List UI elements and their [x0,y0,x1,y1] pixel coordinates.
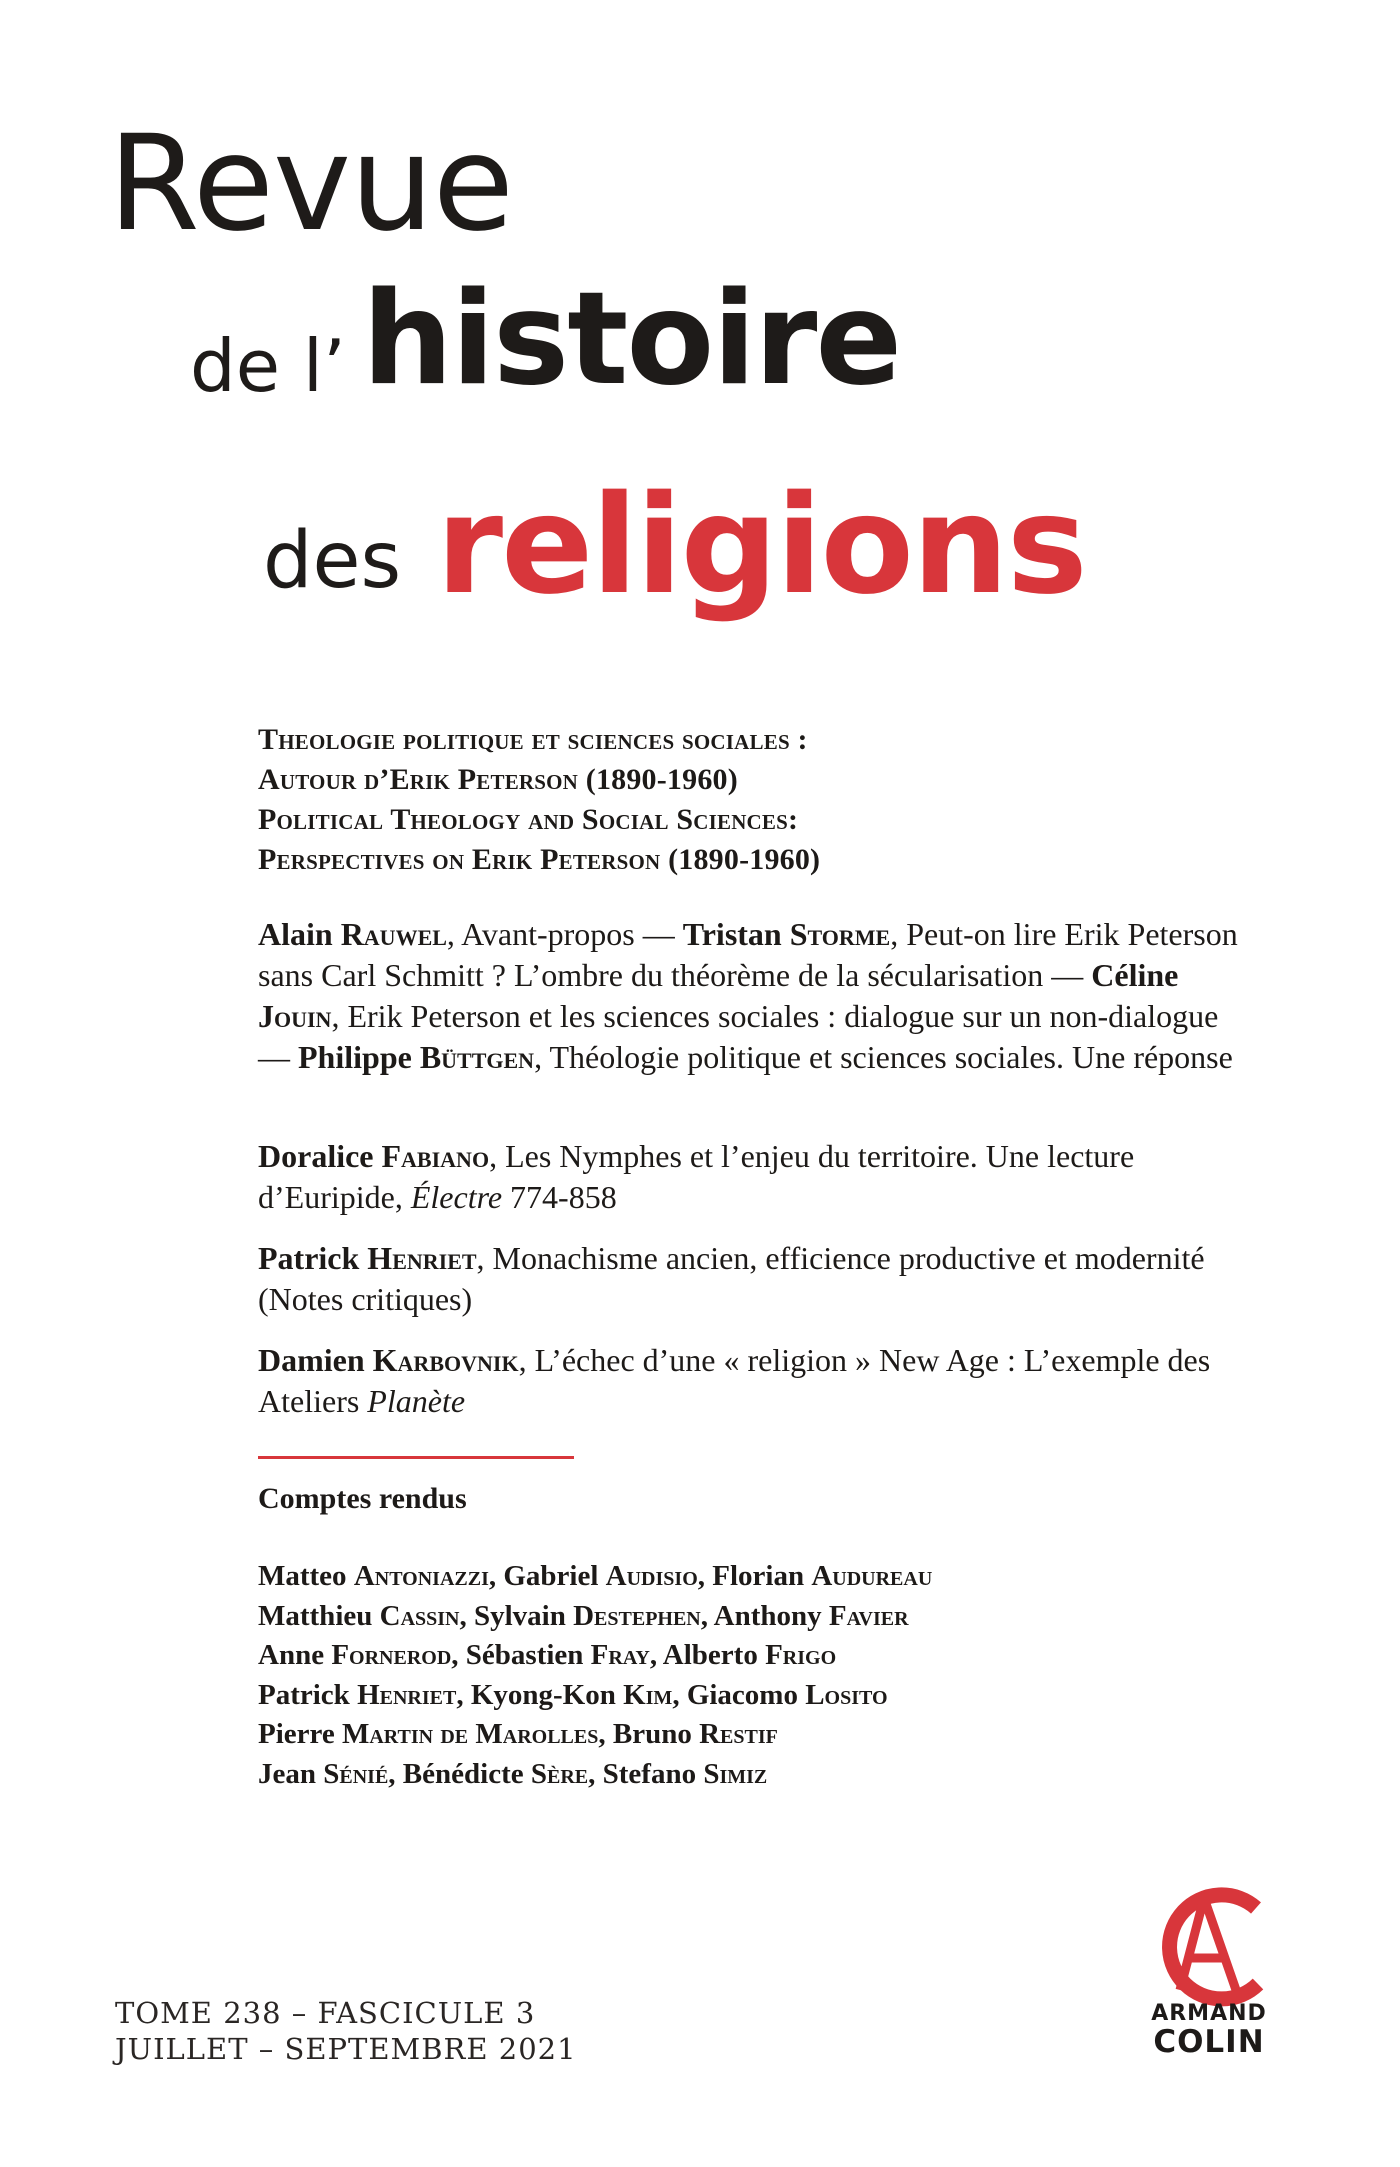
reviewer-last-name: Audureau [811,1560,933,1592]
publisher-name-line2: COLIN [1153,2024,1265,2060]
issue-volume: TOME 238 – FASCICULE 3 [115,1996,536,2030]
article-title: , Avant-propos — [446,916,683,952]
reviewer-separator: , [388,1757,403,1790]
reviewer-last-name: Sénié [323,1757,389,1790]
author-first-name: Céline [1091,957,1179,993]
theme-line: Perspectives on Erik Peterson (1890-1960) [258,843,821,876]
article-title: , Peut-on lire Erik Peterson sans Carl Schmitt ? L’ombre du théorème de la sécularisation — [258,916,1238,993]
reviewer-last-name: Restif [699,1718,778,1751]
reviewer-first-name: Matthieu [258,1599,373,1632]
author-first-name: Damien [258,1342,365,1378]
reviewer-first-name: Anthony [713,1599,822,1632]
journal-masthead [0,0,1400,640]
reviewer-first-name: Patrick [258,1678,350,1711]
reviewer-separator: , [459,1599,474,1632]
reviewer-last-name: Antoniazzi [353,1560,489,1592]
reviewer-last-name: Losito [805,1678,888,1711]
reviewer-separator: , [700,1599,714,1632]
author-last-name: Henriet [367,1240,477,1276]
reviewer-first-name: Anne [258,1639,325,1672]
masthead-de: de l’ [190,324,346,408]
reviewers-list [258,1557,1258,1795]
article-title-italic: Électre [410,1179,503,1215]
reviewer-first-name: Alberto [662,1639,758,1672]
reviewer-last-name: Simiz [703,1757,768,1790]
reviewer-separator: , [697,1560,713,1592]
article-entry [258,1340,1258,1422]
reviewer-separator: , [672,1678,687,1711]
article-title-rest: 774-858 [502,1179,617,1215]
author-first-name: Philippe [298,1039,412,1075]
reviewer-first-name: Jean [258,1757,316,1790]
reviewers-line [258,1715,1258,1755]
author-first-name: Doralice [258,1138,374,1174]
author-last-name: Karbovnik [372,1342,519,1378]
masthead-revue: Revue [108,107,513,261]
reviewer-last-name: Kim [623,1678,673,1711]
author-last-name: Fabiano [381,1138,490,1174]
article-entry [258,1136,1258,1218]
reviewer-last-name: Favier [828,1599,909,1632]
reviewer-first-name: Bruno [612,1718,692,1751]
reviewer-first-name: Sylvain [473,1599,566,1632]
issue-date: JUILLET – SEPTEMBRE 2021 [115,2032,577,2066]
reviewer-separator: , [598,1718,613,1751]
publisher-name [1134,2002,1284,2058]
reviewer-last-name: Cassin [379,1599,460,1632]
author-last-name: Jouin [258,998,332,1034]
article-entry [258,1238,1258,1320]
issue-info [115,1995,577,2067]
reviewer-last-name: Frigo [765,1639,837,1672]
author-first-name: Alain [258,916,333,952]
author-last-name: Storme [789,916,891,952]
author-last-name: Büttgen [419,1039,535,1075]
reviewer-last-name: Henriet [357,1678,457,1711]
reviewer-last-name: Fray [590,1639,650,1672]
reviewers-line [258,1676,1258,1716]
section-divider [258,1456,574,1459]
dossier-theme [258,720,1258,880]
reviewer-last-name: Destephen [573,1599,701,1632]
author-first-name: Patrick [258,1240,360,1276]
article-title: , Erik Peterson et les sciences sociales : dialogue sur un non-dialogue — [258,998,1219,1075]
author-last-name: Rauwel [340,916,447,952]
masthead-histoire: histoire [362,265,901,414]
masthead-des: des [263,516,402,606]
reviewer-first-name: Florian [712,1560,805,1592]
theme-line: Autour d’Erik Peterson (1890-1960) [258,763,738,796]
theme-line: Political Theology and Social Sciences: [258,803,799,836]
article-title: , L’échec d’une « religion » New Age : L’exemple des Ateliers [258,1342,1211,1419]
article-title: , Théologie politique et sciences sociales. Une réponse [534,1039,1233,1075]
reviewers-line [258,1597,1258,1637]
reviewers-line [258,1557,1258,1597]
reviewer-separator: , [488,1560,504,1592]
comptes-rendus-heading: Comptes rendus [258,1482,467,1515]
dossier-contents [258,914,1258,1078]
reviewer-first-name: Pierre [258,1718,335,1751]
article-title: , Monachisme ancien, efficience productive et modernité (Notes critiques) [258,1240,1205,1317]
reviewer-first-name: Matteo [258,1560,347,1592]
reviewer-first-name: Sébastien [465,1639,584,1672]
article-title-italic: Planète [367,1383,466,1419]
reviewer-last-name: Martin de Marolles [341,1718,599,1751]
reviewer-first-name: Gabriel [503,1560,599,1592]
publisher-name-line1: ARMAND [1151,2001,1267,2026]
reviewers-line [258,1636,1258,1676]
reviewer-separator: , [451,1639,466,1672]
reviewer-first-name: Stefano [602,1757,697,1790]
reviewer-last-name: Audisio [605,1560,698,1592]
masthead-religions: religions [436,467,1086,625]
author-first-name: Tristan [682,916,782,952]
article-title: , Les Nymphes et l’enjeu du territoire. Une lecture d’Euripide, [258,1138,1135,1215]
reviewer-first-name: Kyong-Kon [470,1678,616,1711]
reviewer-separator: , [649,1639,663,1672]
reviewer-last-name: Fornerod [331,1639,452,1672]
table-of-contents [258,720,1258,1795]
reviewers-line [258,1755,1258,1795]
reviewer-last-name: Sère [530,1757,589,1790]
reviewer-separator: , [588,1757,603,1790]
reviewer-first-name: Giacomo [686,1678,798,1711]
reviewer-separator: , [456,1678,471,1711]
theme-line: Theologie politique et sciences sociales : [258,723,808,756]
reviewer-first-name: Bénédicte [402,1757,524,1790]
